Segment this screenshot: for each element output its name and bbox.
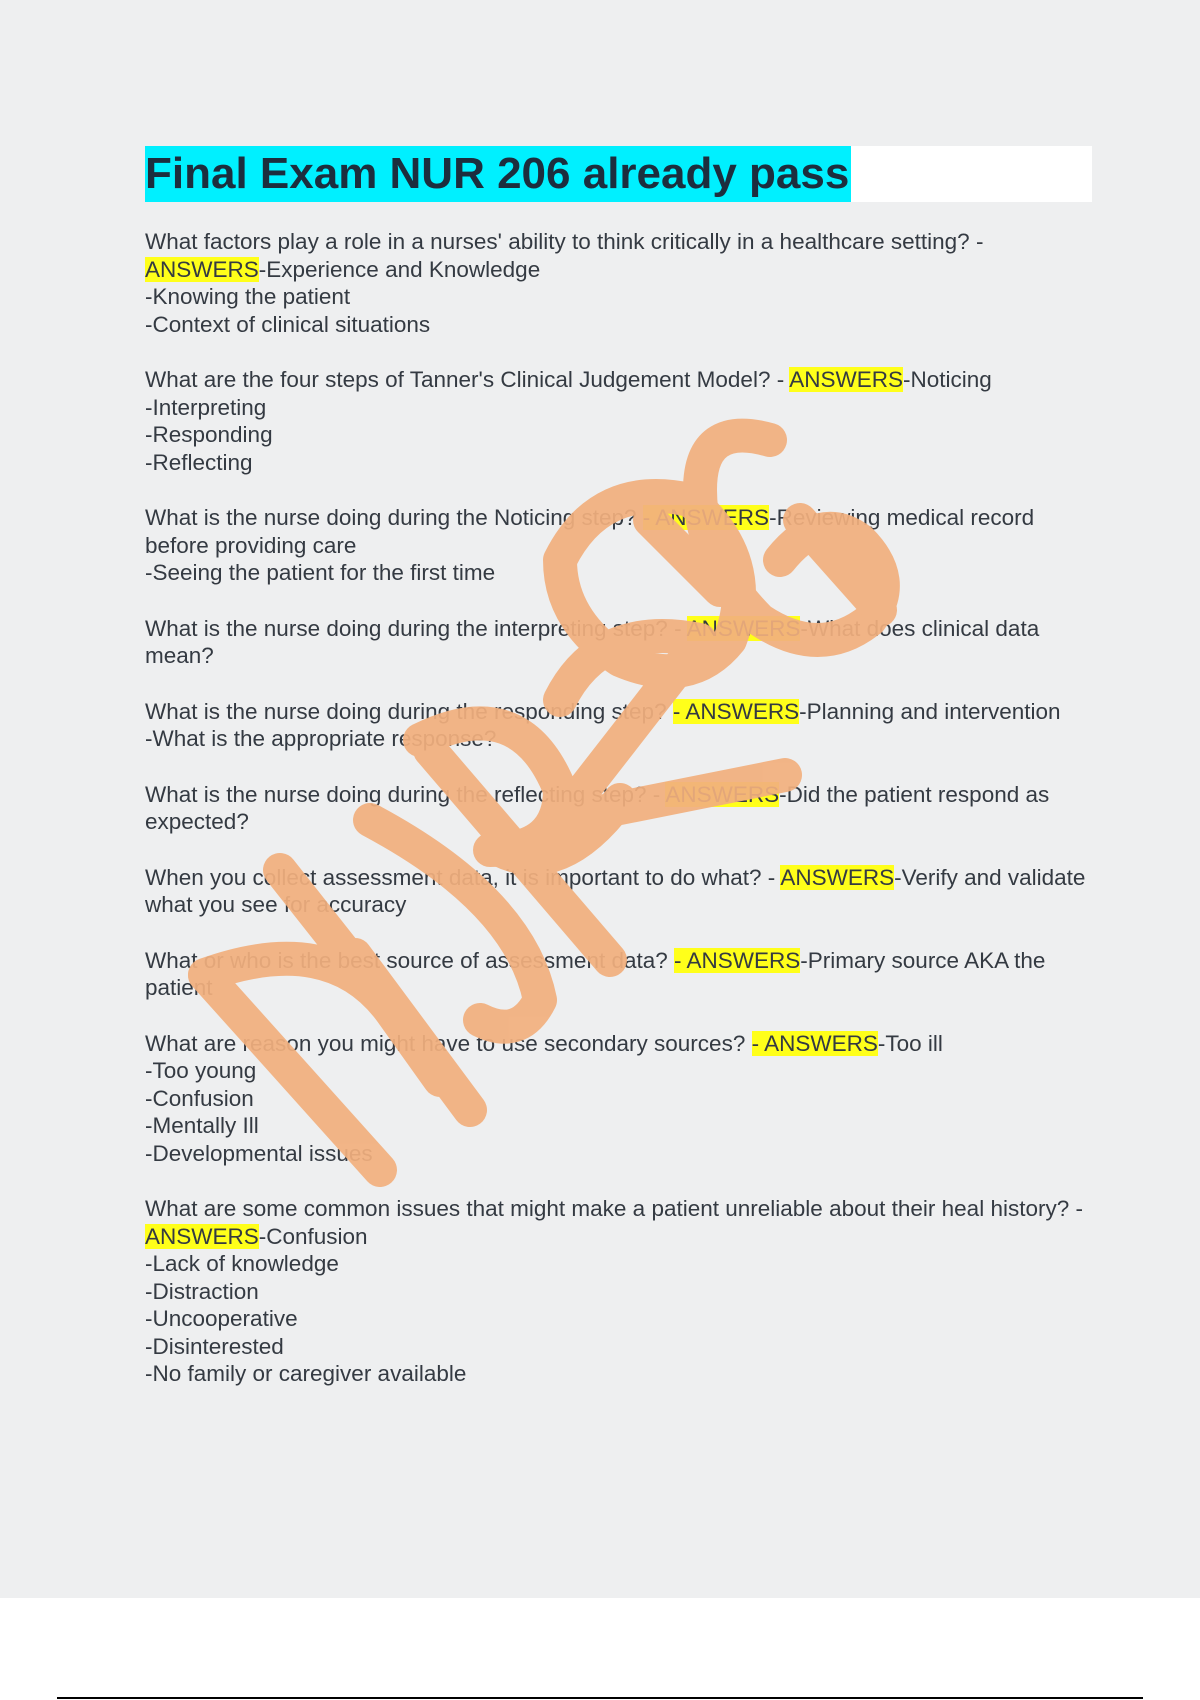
answer-line: -Interpreting (145, 394, 267, 420)
answer-text: -Too ill (877, 1030, 943, 1056)
answer-line: -Disinterested (145, 1333, 284, 1359)
answer-line: -Uncooperative (145, 1306, 298, 1331)
answers-highlight: ANSWERS (145, 1223, 259, 1249)
answer-text: -Planning and intervention (799, 698, 1061, 724)
answer-line: -No family or caregiver available (145, 1361, 467, 1386)
qa-item (145, 615, 1100, 670)
question-text: What is the nurse doing during the interpreting step? - (145, 615, 687, 641)
question-text: When you collect assessment data, it is important to do what? - (145, 864, 781, 890)
answer-line: -Responding (145, 422, 273, 447)
answer-line: -Distraction (145, 1278, 259, 1304)
qa-item (145, 366, 1100, 476)
answers-highlight: - ANSWERS (672, 698, 800, 724)
qa-item (145, 1030, 1100, 1168)
question-text: What is the nurse doing during the responding step? (145, 698, 673, 724)
qa-item (145, 781, 1100, 836)
answers-highlight: ANSWERS (665, 781, 780, 807)
answers-highlight: ANSWERS (789, 367, 903, 392)
answers-highlight: - ANSWERS (642, 505, 770, 530)
question-text: What are the four steps of Tanner's Clinical Judgement Model? - (145, 367, 790, 392)
question-text: What is the nurse doing during the Noticing step? (145, 505, 643, 530)
qa-item (145, 947, 1100, 1002)
answer-line: -What is the appropriate response? (145, 726, 497, 751)
answer-text: -Reviewing medical record before providing care (145, 505, 1035, 558)
answer-text: -Confusion (258, 1223, 368, 1249)
question-text: What are reason you might have to use secondary sources? (145, 1030, 752, 1056)
answer-text: -Experience and Knowledge (258, 256, 541, 282)
answers-highlight: ANSWERS (686, 615, 801, 641)
answers-highlight: ANSWERS (145, 256, 259, 282)
answer-line: -Context of clinical situations (145, 311, 431, 337)
answers-highlight: - ANSWERS (674, 947, 801, 973)
qa-item (145, 698, 1100, 753)
question-text: What factors play a role in a nurses' ability to think critically in a healthcare setting? - (145, 229, 984, 254)
answer-text: -Noticing (902, 367, 992, 392)
answers-highlight: - ANSWERS (751, 1030, 878, 1056)
question-text: What or who is the best source of assessment data? (145, 947, 675, 973)
qa-item (145, 864, 1100, 919)
answer-line: -Lack of knowledge (145, 1251, 339, 1276)
qa-item (145, 1195, 1100, 1388)
answer-text: -Verify and validate what you see for accuracy (145, 864, 1086, 917)
qa-item (145, 228, 1100, 338)
qa-item (145, 504, 1100, 587)
question-text: What are some common issues that might make a patient unreliable about their heal history? - (145, 1196, 1083, 1221)
answer-line: -Developmental issues (145, 1140, 373, 1166)
answers-highlight: ANSWERS (780, 864, 895, 890)
page-title: Final Exam NUR 206 already pass (145, 146, 851, 202)
answer-line: -Confusion (145, 1085, 254, 1111)
answer-line: -Knowing the patient (145, 284, 351, 309)
answer-line: -Reflecting (145, 449, 253, 475)
answer-line: -Too young (145, 1058, 257, 1083)
answer-text: -Did the patient respond as expected? (145, 781, 1050, 834)
answer-text: -Primary source AKA the patient (145, 947, 1046, 1000)
qa-list (145, 228, 1100, 1416)
answer-text: -What does clinical data mean? (145, 615, 1040, 668)
answer-line: -Seeing the patient for the first time (145, 560, 496, 585)
answer-line: -Mentally Ill (145, 1113, 259, 1138)
question-text: What is the nurse doing during the reflecting step? - (145, 781, 666, 807)
footer-rule (57, 1697, 1143, 1699)
